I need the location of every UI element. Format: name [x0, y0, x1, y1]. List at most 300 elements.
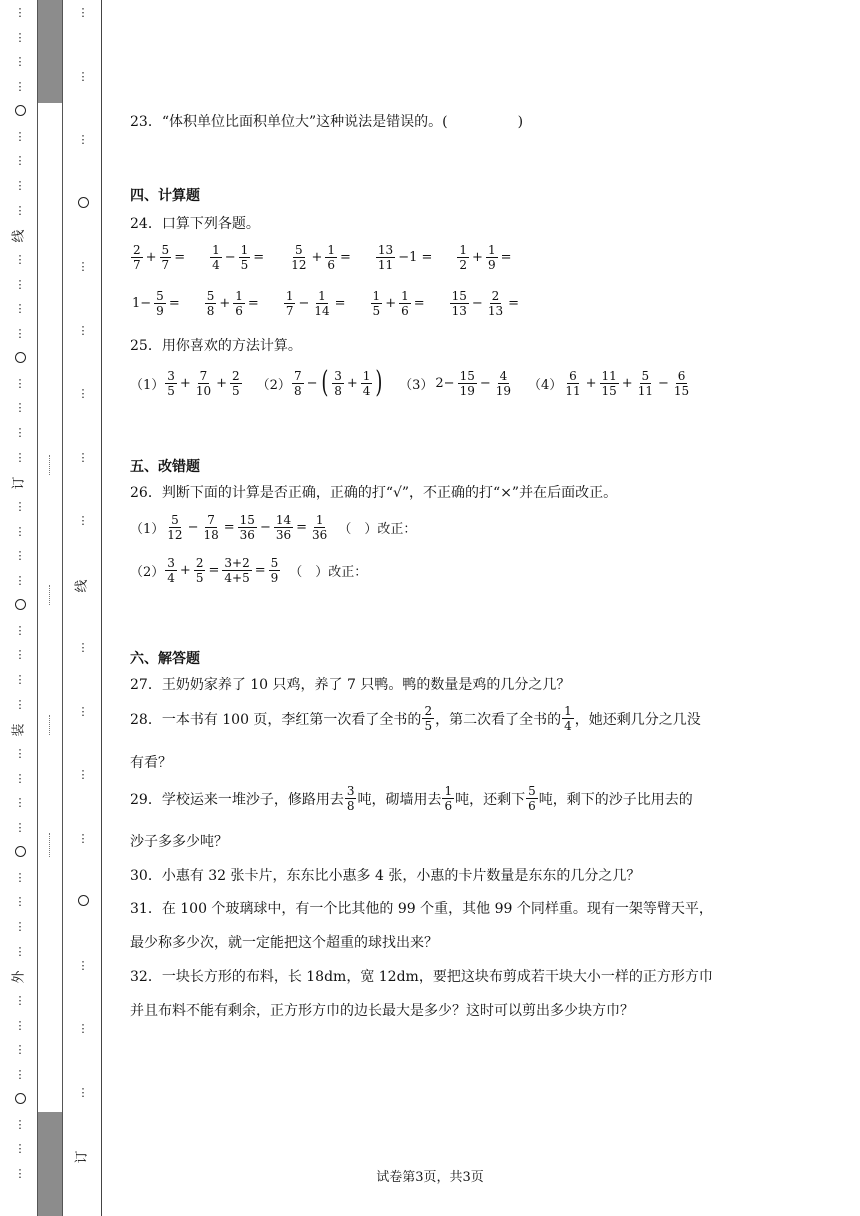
operator: − — [259, 520, 271, 535]
operator: + — [219, 296, 231, 311]
denominator: 11 — [637, 383, 653, 398]
dotted-mark: ⋮ — [14, 80, 26, 94]
denominator: 6 — [327, 258, 336, 272]
item-label: （3） — [399, 377, 434, 393]
dotted-mark: ⋮ — [14, 6, 26, 19]
dotted-mark: ⋮ — [14, 895, 26, 909]
dotted-mark: ⋮ — [77, 641, 89, 654]
expression — [370, 290, 427, 317]
operator: − — [298, 296, 310, 311]
fraction — [201, 514, 220, 541]
numerator: 5 — [206, 289, 215, 303]
operator: + — [621, 375, 633, 391]
dotted-mark: ⋮ — [14, 944, 26, 958]
denominator: 4 — [167, 571, 175, 585]
margin-char: 订 — [11, 476, 27, 490]
denominator: 15 — [673, 383, 690, 398]
margin-char-wrap — [66, 1149, 100, 1164]
binding-strip-dark-top — [38, 0, 62, 103]
dotted-mark: ⋮ — [14, 796, 26, 810]
denominator: 7 — [161, 258, 170, 272]
dotted-mark: ⋮ — [14, 524, 26, 538]
numerator: 11 — [601, 368, 617, 383]
operator: = — [254, 563, 266, 578]
numerator: 6 — [677, 368, 686, 383]
denominator: 9 — [270, 571, 279, 585]
dotted-mark: ⋮ — [14, 1018, 26, 1032]
dotted-mark: ⋮ — [14, 697, 26, 711]
circle-mark — [15, 105, 26, 116]
operator: + — [385, 296, 397, 311]
operator: − — [224, 250, 236, 265]
numerator: 1 — [487, 243, 496, 257]
numerator: 2 — [195, 556, 204, 570]
question-26: 26．判断下面的计算是否正确，正确的打“√”，不正确的打“×”并在后面改正。 — [130, 485, 618, 501]
dotted-mark: ⋮ — [77, 260, 89, 273]
dotted-mark: ⋮ — [14, 253, 26, 266]
margin-char: 线 — [74, 578, 90, 593]
denominator: 6 — [401, 304, 409, 318]
dotted-mark: ⋮ — [14, 919, 26, 933]
dotted-mark: ⋮ — [14, 821, 26, 835]
fraction — [312, 290, 331, 317]
denominator: 9 — [156, 304, 164, 318]
binding-strip-dark-bottom — [38, 1112, 62, 1216]
fraction — [289, 244, 308, 271]
binding-strip-dotted-line-4 — [49, 833, 52, 857]
binding-strip-dotted-line-3 — [49, 715, 52, 735]
question-29-text-b: 吨，砌墙用去 — [357, 791, 442, 808]
denominator: 12 — [291, 258, 307, 272]
binding-strip — [37, 0, 63, 1216]
denominator: 6 — [235, 304, 243, 318]
dotted-mark: ⋮ — [14, 55, 26, 69]
numerator: 7 — [293, 368, 302, 383]
circle-mark — [15, 352, 26, 363]
numerator: 2 — [133, 243, 141, 257]
operator: = — [340, 250, 351, 265]
dotted-mark: ⋮ — [14, 327, 26, 341]
denominator: 5 — [195, 571, 204, 585]
dotted-mark: ⋮ — [14, 302, 26, 316]
question-25: 25．用你喜欢的方法计算。 — [130, 338, 302, 354]
numerator: 1 — [401, 289, 409, 303]
fraction — [450, 290, 469, 317]
dotted-mark: ⋮ — [14, 574, 26, 588]
dotted-mark: ⋮ — [14, 672, 26, 686]
question-32-line-1: 32．一块长方形的布料，长 18dm，宽 12dm，要把这块布剪成若干块大小一样的正方形方巾 — [130, 969, 713, 985]
question-29-text-d: 吨，剩下的沙子比用去的 — [538, 791, 693, 808]
denominator: 11 — [377, 258, 394, 272]
item-label: （4） — [528, 377, 563, 393]
numerator: 5 — [161, 243, 170, 257]
denominator: 7 — [133, 258, 141, 272]
denominator: 36 — [275, 528, 292, 542]
expression — [283, 290, 348, 317]
operator: − — [471, 296, 483, 311]
operator: + — [346, 375, 358, 391]
question-26-item-2 — [130, 557, 367, 584]
denominator: 18 — [203, 528, 219, 542]
expression — [204, 290, 261, 317]
operator: − — [657, 375, 669, 391]
numerator: 7 — [207, 513, 215, 527]
numerator: 3 — [167, 556, 175, 570]
numerator: 1 — [285, 289, 294, 303]
denominator: 5 — [240, 258, 249, 272]
numerator: 5 — [295, 243, 303, 257]
fraction — [205, 290, 217, 317]
question-29-fraction-2: $\frac{1}{6}$ — [444, 784, 453, 813]
circle-mark-wrap — [6, 846, 34, 857]
margin-char-wrap — [6, 228, 34, 243]
dotted-mark: ⋮ — [14, 623, 26, 637]
operator: = — [208, 563, 220, 578]
dotted-mark: ⋮ — [14, 376, 26, 390]
dotted-mark: ⋮ — [14, 425, 26, 439]
denominator: 2 — [459, 258, 468, 272]
operator: = — [413, 296, 425, 311]
question-29-text-c: 吨，还剩下 — [455, 791, 526, 808]
numerator: 15 — [239, 513, 255, 527]
question-28-text-b: ，第二次看了全书的 — [435, 711, 562, 728]
item-label: （1） — [130, 377, 165, 393]
section-heading-correction: 五、改错题 — [130, 459, 200, 475]
fraction — [154, 290, 166, 317]
numerator: 3+2 — [224, 556, 250, 570]
numerator: 1 — [362, 368, 371, 383]
fraction — [165, 370, 177, 397]
dotted-mark: ⋮ — [77, 450, 89, 464]
denominator: 8 — [334, 383, 342, 398]
dotted-mark: ⋮ — [14, 870, 26, 884]
numerator: 13 — [377, 243, 394, 257]
circle-mark — [15, 1093, 26, 1104]
binding-margin-outer — [6, 0, 34, 1216]
fraction — [194, 557, 206, 584]
operator: + — [179, 375, 191, 391]
circle-mark — [78, 895, 89, 906]
fraction — [131, 244, 143, 271]
question-28-fraction-1: $\frac{2}{5}$ — [424, 704, 433, 733]
dotted-mark: ⋮ — [77, 6, 89, 19]
numerator: 6 — [569, 368, 577, 383]
expression — [209, 244, 266, 271]
margin-char-wrap — [6, 969, 34, 984]
fraction — [165, 557, 177, 584]
question-31-line-1: 31．在 100 个玻璃球中，有一个比其他的 99 个重，其他 99 个同样重。现有一架等臂天平， — [130, 901, 713, 917]
fraction — [332, 370, 344, 397]
bracket: ) — [375, 365, 383, 400]
fraction — [165, 514, 184, 541]
dotted-mark: ⋮ — [14, 129, 26, 143]
bracket: ( — [321, 365, 329, 400]
denominator: 7 — [285, 304, 294, 318]
question-28 — [130, 705, 701, 732]
numerator: 5 — [641, 368, 650, 383]
operator: 2− — [435, 375, 455, 391]
page-footer: 试卷第3页，共3页 — [376, 1170, 484, 1185]
circle-mark — [78, 197, 89, 208]
operator: = — [296, 520, 308, 535]
dotted-mark: ⋮ — [14, 747, 26, 760]
item-label: （1） — [130, 522, 165, 537]
fraction — [284, 290, 296, 317]
margin-char: 线 — [11, 229, 27, 243]
question-25-row — [130, 365, 706, 400]
denominator: 12 — [167, 528, 183, 542]
operator: + — [145, 250, 157, 265]
dotted-mark: ⋮ — [77, 958, 89, 972]
operator: = — [223, 520, 235, 535]
numerator: 14 — [275, 513, 292, 527]
dotted-mark: ⋮ — [77, 704, 89, 718]
numerator: 15 — [459, 368, 475, 383]
circle-mark — [15, 599, 26, 610]
fraction — [361, 370, 373, 397]
operator: − — [479, 375, 491, 391]
binding-margin-inner — [66, 0, 100, 1216]
denominator: 5 — [232, 383, 240, 398]
dotted-mark: ⋮ — [77, 69, 89, 83]
question-30: 30．小惠有 32 张卡片，东东比小惠多 4 张，小惠的卡片数量是东东的几分之几？ — [130, 868, 641, 884]
dotted-mark: ⋮ — [14, 648, 26, 662]
question-29-line-2: 沙子多多少吨？ — [130, 834, 228, 850]
dotted-mark: ⋮ — [14, 1166, 26, 1180]
question-31-line-2: 最少称多少次，就一定能把这个超重的球找出来？ — [130, 935, 438, 951]
question-24-row-1 — [130, 244, 536, 271]
operator: − — [187, 520, 199, 535]
denominator: 5 — [167, 383, 175, 398]
numerator: 3 — [167, 368, 175, 383]
dotted-mark: ⋮ — [14, 1068, 26, 1082]
question-29-fraction-3: $\frac{5}{6}$ — [528, 784, 536, 813]
expression — [130, 244, 187, 271]
operator: = — [253, 250, 265, 265]
margin-char: 外 — [11, 970, 27, 984]
margin-char: 订 — [74, 1150, 90, 1164]
dotted-mark: ⋮ — [14, 450, 26, 464]
fraction — [486, 244, 498, 271]
denominator: 4 — [362, 383, 371, 398]
denominator: 8 — [206, 304, 215, 318]
fraction — [238, 514, 257, 541]
operator: + — [472, 250, 483, 265]
expression — [528, 370, 692, 397]
dotted-mark: ⋮ — [14, 1043, 26, 1057]
expression — [130, 290, 182, 317]
fraction — [636, 370, 655, 397]
numerator: 1 — [315, 513, 324, 527]
dotted-mark: ⋮ — [14, 30, 26, 44]
dotted-mark: ⋮ — [14, 154, 26, 168]
question-28-line-2: 有看？ — [130, 755, 172, 771]
fraction — [194, 370, 213, 397]
denominator: 36 — [239, 528, 255, 542]
question-29 — [130, 785, 693, 812]
operator: −1 = — [398, 250, 433, 265]
margin-char-wrap — [6, 722, 34, 737]
operator: = — [500, 250, 512, 265]
margin-char-wrap — [6, 475, 34, 490]
numerator: 1 — [235, 289, 243, 303]
dotted-mark: ⋮ — [14, 500, 26, 513]
operator: = — [168, 296, 180, 311]
dotted-mark: ⋮ — [14, 994, 26, 1007]
fraction — [486, 290, 505, 317]
numerator: 5 — [270, 556, 279, 570]
section-heading-word-problems: 六、解答题 — [130, 651, 200, 667]
dotted-mark: ⋮ — [77, 831, 89, 845]
operator: + — [585, 375, 597, 391]
fraction — [325, 244, 337, 271]
item-label: （2） — [256, 377, 291, 393]
fraction — [600, 370, 619, 397]
operator: + — [179, 563, 191, 578]
question-24: 24．口算下列各题。 — [130, 216, 260, 232]
numerator: 3 — [334, 368, 342, 383]
item-label: （2） — [130, 565, 165, 580]
numerator: 1 — [372, 289, 381, 303]
dotted-mark: ⋮ — [77, 387, 89, 400]
operator: = — [508, 296, 520, 311]
circle-mark-wrap — [6, 599, 34, 610]
fraction — [230, 370, 242, 397]
question-26-item-1 — [130, 514, 416, 541]
dotted-mark: ⋮ — [14, 549, 26, 563]
fraction — [376, 244, 395, 271]
denominator: 15 — [601, 383, 617, 398]
numerator: 1 — [240, 243, 249, 257]
expression — [375, 244, 434, 271]
question-28-fraction-2: $\frac{1}{4}$ — [564, 704, 572, 733]
denominator: 9 — [487, 258, 496, 272]
binding-strip-dotted-line-1 — [49, 455, 52, 475]
operator: 1− — [132, 296, 152, 311]
numerator: 2 — [232, 368, 240, 383]
fraction — [310, 514, 329, 541]
operator: + — [311, 250, 323, 265]
fraction — [210, 244, 222, 271]
circle-mark-wrap — [6, 1093, 34, 1104]
denominator: 5 — [372, 304, 381, 318]
circle-mark-wrap — [66, 197, 100, 208]
margin-char: 装 — [11, 723, 27, 737]
expression — [449, 290, 521, 317]
fraction — [672, 370, 691, 397]
denominator: 4 — [212, 258, 220, 272]
denominator: 13 — [451, 304, 467, 318]
question-24-row-2 — [130, 290, 543, 317]
fraction — [233, 290, 245, 317]
dotted-mark: ⋮ — [14, 277, 26, 291]
dotted-mark: ⋮ — [77, 133, 89, 146]
dotted-mark: ⋮ — [77, 768, 89, 781]
operator: + — [216, 375, 228, 391]
question-29-text-a: 29．学校运来一堆沙子，修路用去 — [130, 791, 344, 808]
answer-blank: （ ）改正： — [338, 522, 417, 537]
dotted-mark: ⋮ — [14, 771, 26, 785]
dotted-mark: ⋮ — [14, 203, 26, 217]
question-27: 27．王奶奶家养了 10 只鸡，养了 7 只鸭。鸭的数量是鸡的几分之几？ — [130, 677, 571, 693]
fraction — [458, 370, 477, 397]
dotted-mark: ⋮ — [77, 323, 89, 337]
fraction — [222, 557, 251, 584]
binding-strip-dotted-line-2 — [49, 585, 52, 605]
fraction — [160, 244, 172, 271]
dotted-mark: ⋮ — [77, 1085, 89, 1099]
fraction — [457, 244, 469, 271]
fraction — [563, 370, 582, 397]
denominator: 19 — [495, 383, 512, 398]
numerator: 1 — [459, 243, 468, 257]
denominator: 19 — [459, 383, 475, 398]
circle-mark — [15, 846, 26, 857]
numerator: 7 — [199, 368, 208, 383]
answer-blank: （ ）改正： — [289, 565, 368, 580]
margin-rule — [101, 0, 102, 1216]
dotted-mark: ⋮ — [77, 1022, 89, 1035]
numerator: 1 — [212, 243, 220, 257]
dotted-mark: ⋮ — [77, 514, 89, 527]
denominator: 11 — [565, 383, 581, 398]
circle-mark-wrap — [6, 352, 34, 363]
expression — [399, 370, 514, 397]
margin-char-wrap — [66, 578, 100, 593]
operator: = — [247, 296, 259, 311]
numerator: 1 — [318, 289, 326, 303]
numerator: 2 — [491, 289, 500, 303]
fraction — [274, 514, 293, 541]
fraction — [494, 370, 513, 397]
expression — [256, 365, 385, 400]
fraction — [239, 244, 251, 271]
dotted-mark: ⋮ — [14, 401, 26, 415]
circle-mark-wrap — [66, 895, 100, 906]
numerator: 4 — [499, 368, 508, 383]
question-23: 23．“体积单位比面积单位大”这种说法是错误的。( ) — [130, 114, 524, 130]
question-29-fraction-1: $\frac{3}{8}$ — [346, 784, 355, 813]
dotted-mark: ⋮ — [14, 1142, 26, 1156]
fraction — [269, 557, 281, 584]
fraction — [292, 370, 304, 397]
denominator: 36 — [312, 528, 328, 542]
numerator: 1 — [327, 243, 336, 257]
expression — [288, 244, 353, 271]
circle-mark-wrap — [6, 105, 34, 116]
operator: − — [306, 375, 318, 391]
fraction — [399, 290, 411, 317]
operator: = — [334, 296, 346, 311]
question-32-line-2: 并且布料不能有剩余，正方形方巾的边长最大是多少？这时可以剪出多少块方巾？ — [130, 1003, 634, 1019]
denominator: 8 — [293, 383, 302, 398]
question-28-text-a: 28．一本书有 100 页，李红第一次看了全书的 — [130, 711, 422, 728]
numerator: 5 — [156, 289, 164, 303]
fraction — [371, 290, 383, 317]
expression — [456, 244, 513, 271]
expression — [130, 370, 243, 397]
operator: = — [174, 250, 186, 265]
numerator: 15 — [451, 289, 467, 303]
denominator: 13 — [487, 304, 504, 318]
denominator: 4+5 — [224, 571, 250, 585]
dotted-mark: ⋮ — [14, 1117, 26, 1131]
numerator: 5 — [171, 513, 179, 527]
denominator: 14 — [314, 304, 330, 318]
section-heading-calculation: 四、计算题 — [130, 188, 200, 204]
question-28-text-c: ，她还剩几分之几没 — [574, 711, 701, 728]
denominator: 10 — [195, 383, 212, 398]
